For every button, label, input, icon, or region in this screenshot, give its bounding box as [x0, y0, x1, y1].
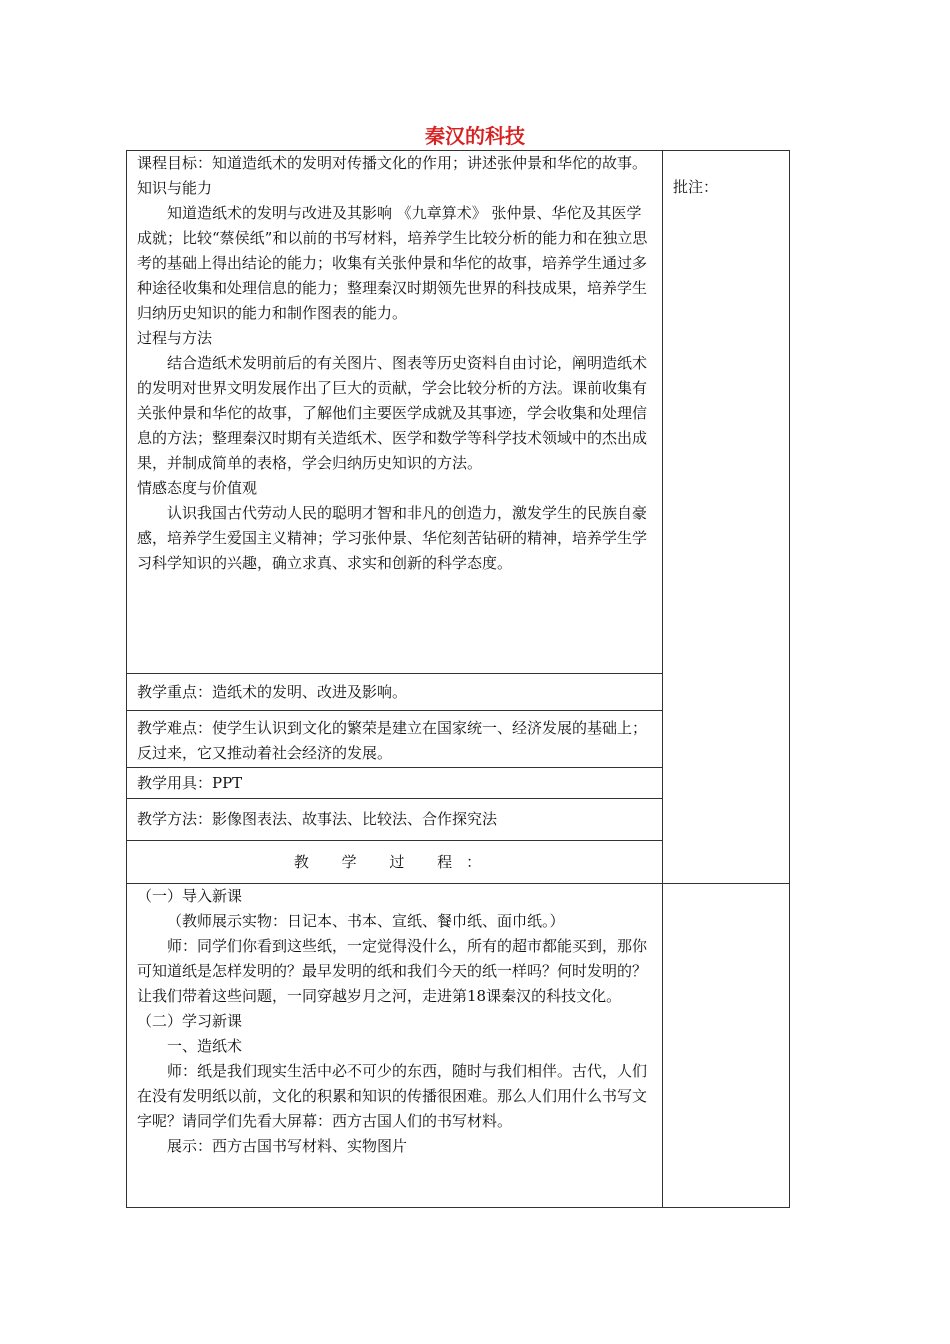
section-new-lesson-heading: （二）学习新课	[137, 1012, 243, 1030]
lesson-plan-table	[126, 150, 790, 1208]
methods-cell: 教学方法：影像图表法、故事法、比较法、合作探究法	[127, 799, 663, 841]
note-cell-lower	[663, 884, 790, 1208]
key-point-cell: 教学重点：造纸术的发明、改进及影响。	[127, 674, 663, 711]
intro-demo: （教师展示实物：日记本、书本、宣纸、餐巾纸、面巾纸。）	[167, 912, 565, 930]
process-row	[127, 884, 790, 1208]
subsection-papermaking: 一、造纸术	[167, 1037, 243, 1055]
note-label: 批注：	[673, 178, 719, 196]
heading-process: 过程与方法	[137, 329, 213, 347]
process-text: 结合造纸术发明前后的有关图片、图表等历史资料自由讨论，阐明造纸术的发明对世界文明发展作出了巨大的贡献，学会比较分析的方法。课前收集有关张仲景和华佗的故事，了解他们主要医学成就及其事迹，学会收集和处理信息的方法；整理秦汉时期有关造纸术、医学和数学等科学技术领域中的杰出成果，并制成简单的表格，学会归纳历史知识的方法。	[137, 354, 648, 472]
note-cell	[663, 151, 790, 884]
intro-teacher-text: 师：同学们你看到这些纸，一定觉得没什么，所有的超市都能买到，那你可知道纸是怎样发明的？最早发明的纸和我们今天的纸一样吗？何时发明的？让我们带着这些问题，一同穿越岁月之河，走进第18课秦汉的科技文化。	[137, 937, 648, 1005]
papermaking-show: 展示：西方古国书写材料、实物图片	[167, 1137, 408, 1155]
papermaking-teacher-text: 师：纸是我们现实生活中必不可少的东西，随时与我们相伴。古代，人们在没有发明纸以前，文化的积累和知识的传播很困难。那么人们用什么书写文字呢？请同学们先看大屏幕：西方古国人们的书写材料。	[137, 1062, 648, 1130]
section-intro-heading: （一）导入新课	[137, 887, 243, 905]
process-heading: 教 学 过 程：	[127, 841, 663, 884]
process-cell	[127, 884, 663, 1208]
difficulty-cell: 教学难点：使学生认识到文化的繁荣是建立在国家统一、经济发展的基础上；反过来，它又推动着社会经济的发展。	[127, 711, 663, 768]
knowledge-text: 知道造纸术的发明与改进及其影响 《九章算术》 张仲景、华佗及其医学成就；比较“蔡侯纸”和以前的书写材料，培养学生比较分析的能力和在独立思考的基础上得出结论的能力；收集有关张仲景和华佗的故事，培养学生通过多种途径收集和处理信息的能力；整理秦汉时期领先世界的科技成果，培养学生归纳历史知识的能力和制作图表的能力。	[137, 204, 648, 322]
goals-row	[127, 151, 790, 674]
values-text: 认识我国古代劳动人民的聪明才智和非凡的创造力，激发学生的民族自豪感，培养学生爱国主义精神；学习张仲景、华佗刻苦钻研的精神，培养学生学习科学知识的兴趣，确立求真、求实和创新的科学态度。	[137, 504, 648, 572]
goals-cell	[127, 151, 663, 674]
tools-cell: 教学用具：PPT	[127, 768, 663, 799]
heading-knowledge: 知识与能力	[137, 179, 213, 197]
heading-values: 情感态度与价值观	[137, 479, 258, 497]
course-goal: 课程目标：知道造纸术的发明对传播文化的作用；讲述张仲景和华佗的故事。	[137, 154, 648, 172]
page-title: 秦汉的科技	[425, 124, 525, 148]
